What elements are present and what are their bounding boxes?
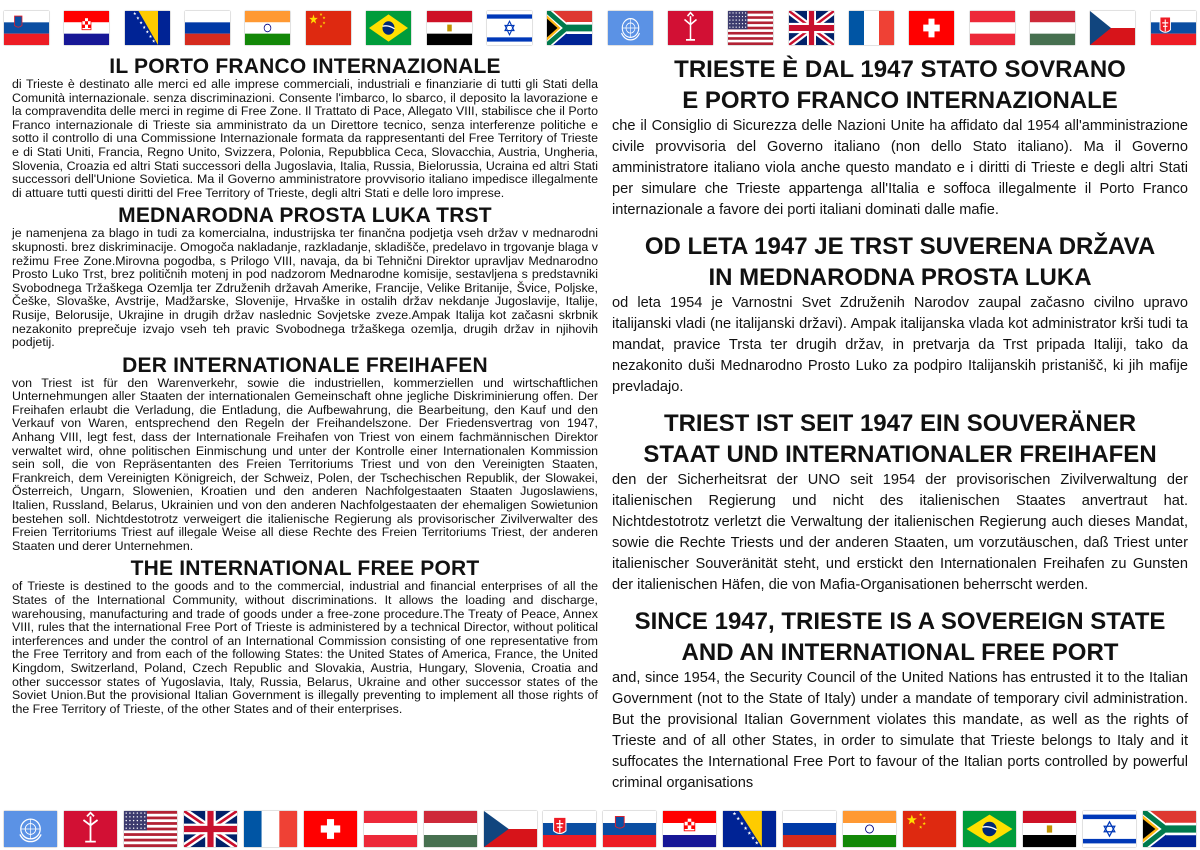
title-line-1: TRIEST IST SEIT 1947 EIN SOUVERÄNER	[663, 410, 1137, 437]
section-italian-free-port	[12, 56, 598, 200]
section-body: of Trieste is destined to the goods and to the commercial, industrial and financial enterprises of all the States of the International Community, without discriminations. It allows the loading and discharge, warehousing, manufacturing and trade of goods under a free-zone procedure.The Treaty of Peace, Annex VIII, rules that the international Free Port of Trieste is administered by a technical Director, without political interferences and under the control of an International Commission consisting of one representative from the Free Territory and from each of the following States: the United States of America, France, the United Kingdom, Switzerland, Poland, Czech Republic and Slovakia, Austria, Hungary, Slovenia, Croatia and other successor states of Yugoslavia, Italy, Russia, Belarus, Ukraine and other successor states of the Soviet Union.But the provisional Italian Government is illegally preventing to implement all those rights of the Free Territory of Trieste, of the other States and of their enterprises.	[12, 579, 598, 716]
hungary-flag	[424, 811, 477, 847]
uk-flag	[184, 811, 237, 847]
croatia-flag	[64, 11, 109, 45]
section-body: and, since 1954, the Security Council of the United Nations has entrusted it to the Italian Government (not to the State of Italy) under a mandate of temporary civil administration. But the provisional Italian Government violates this mandate, as well as the rights of Trieste and of all other States, in order to simulate that Trieste belongs to Italy and it suffocates the International Free Port to favour of the Italian ports controlled by powerful criminal organisations	[612, 670, 1188, 791]
section-title: DER INTERNATIONALE FREIHAFEN	[122, 353, 488, 377]
section-title: MEDNARODNA PROSTA LUKA TRST	[118, 204, 492, 228]
bosnia-flag	[723, 811, 776, 847]
slovakia-flag	[543, 811, 596, 847]
slovakia-flag	[1151, 11, 1196, 45]
czech-flag	[484, 811, 537, 847]
china-flag	[903, 811, 956, 847]
section-italian-sovereign-state	[612, 54, 1188, 221]
top-flag-row	[0, 11, 1200, 45]
section-english-sovereign-state	[612, 606, 1188, 794]
uk-flag	[789, 11, 834, 45]
title-line-2: AND AN INTERNATIONAL FREE PORT	[681, 639, 1119, 666]
israel-flag	[487, 11, 532, 45]
hungary-flag	[1030, 11, 1075, 45]
section-body: je namenjena za blago in tudi za komercialna, industrijska ter finančna podjetja vseh držav v mednarodni skupnosti. brez diskriminacije. Omogoča nakladanje, razkladanje, skladišče, predelavo in trgovanje blaga v režimu Free Zone.Mirovna pogodba, s Prilogo VIII, navaja, da bi Tehnični Direktor upravljav Mednarodno Prosto Luko Trst, brez političnih motenj in pod nadzorom Mednarodne komisije, sestavljena s predstavniki Svobodnega Tržaškega Ozemlja ter Združenih državah Amerike, Francije, Velike Britanije, Švice, Poljske, Češke, Slovaške, Avstrije, Madžarske, Slovenije, Hrvaške in ostalih držav nekdanje Jugoslavije, Italije, Rusije, Belorusije, Ukrajine in drugih držav naslednic Sovjetske zveze.Ampak Italija kot začasni skrbnik nezakonito preprečuje izvajo vseh teh pravic Svobodnega tržaškega ozemlja, drugih držav in njihovih podjetij.	[12, 226, 598, 350]
un-flag	[608, 11, 653, 45]
switzerland-flag	[909, 11, 954, 45]
czech-flag	[1090, 11, 1135, 45]
section-title	[612, 54, 1188, 116]
right-column	[612, 54, 1188, 794]
section-german-free-port	[12, 355, 598, 554]
section-title: THE INTERNATIONAL FREE PORT	[130, 557, 480, 581]
egypt-flag	[1023, 811, 1076, 847]
austria-flag	[364, 811, 417, 847]
title-line-1: TRIESTE È DAL 1947 STATO SOVRANO	[674, 56, 1126, 83]
austria-flag	[970, 11, 1015, 45]
india-flag	[245, 11, 290, 45]
section-slovene-free-port	[12, 205, 598, 349]
section-body: od leta 1954 je Varnostni Svet Združenih Narodov zaupal začasno civilno upravo italijanski vladi (ne italijanski državi). Ampak italijanska vlada kot administrator krši tudi ta mandat, pravice Trsta ter drugih držav, in pretvarja da Trst pripada Italiji, tako da nezakonito duši Mednarodno Prosto Luko za podpiro Italijanskih pristanišč, ki jih mafije prevladajo.	[612, 295, 1188, 395]
left-column	[12, 56, 598, 716]
switzerland-flag	[304, 811, 357, 847]
russia-flag	[185, 11, 230, 45]
section-body: di Trieste è destinato alle merci ed alle imprese commerciali, industriali e finanziarie di tutti gli Stati della Comunità internazionale. senza discriminazioni. Consente l'imbarco, lo sbarco, il deposito la lavorazione e la compravendita delle merci in regime di Free Zone. Il Trattato di Pace, Allegato VIII, stabilisce che il Porto Franco internazionale di Trieste sia amministrato da un Direttore tecnico, senza interferenze politiche e sotto il controllo di una Commissione Internazionale formata da rappresentanti del Free Territory of Trieste e di Stati Uniti, Francia, Regno Unito, Svizzera, Polonia, Repubblica Ceca, Slovacchia, Austria, Ungheria, Slovenia, Croazia ed altri Stati successori della Jugoslavia, Italia, Russia, Bielorussia, Ucraina ed altri Stati successori dell'Unione Sovietica. Ma il Governo amministratore provvisorio italiano impedisce illegalmente di attuare tutti questi diritti del Free Territory of Trieste, degli altri Stati e delle loro imprese.	[12, 77, 598, 200]
un-flag	[4, 811, 57, 847]
section-title	[612, 408, 1188, 470]
title-line-2: E PORTO FRANCO INTERNAZIONALE	[682, 87, 1118, 114]
usa-flag	[124, 811, 177, 847]
india-flag	[843, 811, 896, 847]
usa-flag	[728, 11, 773, 45]
title-line-2: STAAT UND INTERNATIONALER FREIHAFEN	[643, 441, 1157, 468]
france-flag	[849, 11, 894, 45]
slovenia-flag	[4, 11, 49, 45]
israel-flag	[1083, 811, 1136, 847]
title-line-1: SINCE 1947, TRIESTE IS A SOVEREIGN STATE	[634, 608, 1166, 635]
russia-flag	[783, 811, 836, 847]
section-body: von Triest ist für den Warenverkehr, sowie die industriellen, kommerziellen und wirtschaftlichen Unternehmungen aller Staaten der internationalen Gemeinschaft ohne jegliche Diskriminierung offen. Der Freihafen erlaubt die Verladung, die Entladung, die Aufbewahrung, die Bearbeitung, den Kauf und den Verkauf von Waren, entsprechend den Regeln der Freihandelszone. Der Friedensvertrag von 1947, Anhang VIII, legt fest, dass der Internationale Freihafen von Triest von einem fachmännischen Direktor verwaltet wird, ohne politischen Einmischung und unter der Kontrolle einer Internationalen Kommission sein soll, die von Repräsentanten des Freien Territoriums Triest und von den Vereinigten Staaten, Frankreich, dem Vereinigten Königreich, der Schweiz, Polen, der Tschechischen Republik, der Slowakei, Österreich, Ungarn, Slowenien, Kroatien und den anderen Nachfolgestaaten Staaten Jugoslawiens, Italien, Russland, Belarus, Ukrainien und von den anderen Nachfolgestaaten der ehemaligen Sowietunion bestehen soll. Nichtdestotrotz verweigert die italienische Regierung als provisorischer Zivilverwalter des Freien Territoriums Triest auf illegale Weise all diese Rechte des Freien Territoriums Triest, der anderen Staaten und derer Unternehmen.	[12, 375, 598, 553]
trieste-flag	[64, 811, 117, 847]
section-title	[612, 606, 1188, 668]
section-english-free-port	[12, 558, 598, 716]
south-africa-flag	[1143, 811, 1196, 847]
france-flag	[244, 811, 297, 847]
south-africa-flag	[547, 11, 592, 45]
title-line-1: OD LETA 1947 JE TRST SUVERENA DRŽAVA	[644, 233, 1156, 260]
bottom-flag-row	[0, 811, 1200, 847]
section-body: che il Consiglio di Sicurezza delle Nazioni Unite ha affidato dal 1954 all'amministrazione civile provvisoria del Governo italiano (non dello Stato italiano). Ma il Governo amministratore italiano viola anche questo mandato e i diritti di Trieste e degli altri Stati per simulare che Trieste appartenga all'Italia e soffoca illegalmente il Porto Franco internazionale a favore dei porti italiani dominati dalle mafie.	[612, 118, 1188, 218]
brazil-flag	[963, 811, 1016, 847]
brazil-flag	[366, 11, 411, 45]
title-line-2: IN MEDNARODNA PROSTA LUKA	[708, 264, 1092, 291]
section-title: IL PORTO FRANCO INTERNAZIONALE	[109, 55, 501, 78]
egypt-flag	[427, 11, 472, 45]
china-flag	[306, 11, 351, 45]
section-body: den der Sicherheitsrat der UNO seit 1954 der provisorischen Zivilverwaltung der italienischen Regierung und nicht des italienischen Staates anvertraut hat. Nichtdestotrotz verletzt die Verwaltung der italienischen Regierung auch dieses Mandat, sowie die Rechte Triests und der anderen Staaten, um vorzutäuschen, daß Triest unter italienischer Souveränität steht, und erstickt den Internationalen Freihafen zu Gunsten der italienischen Häfen, die von Mafia-Organisationen beherrscht werden.	[612, 472, 1188, 593]
croatia-flag	[663, 811, 716, 847]
trieste-flag	[668, 11, 713, 45]
section-german-sovereign-state	[612, 408, 1188, 596]
section-slovene-sovereign-state	[612, 231, 1188, 398]
bosnia-flag	[125, 11, 170, 45]
section-title	[612, 231, 1188, 293]
slovenia-flag	[603, 811, 656, 847]
